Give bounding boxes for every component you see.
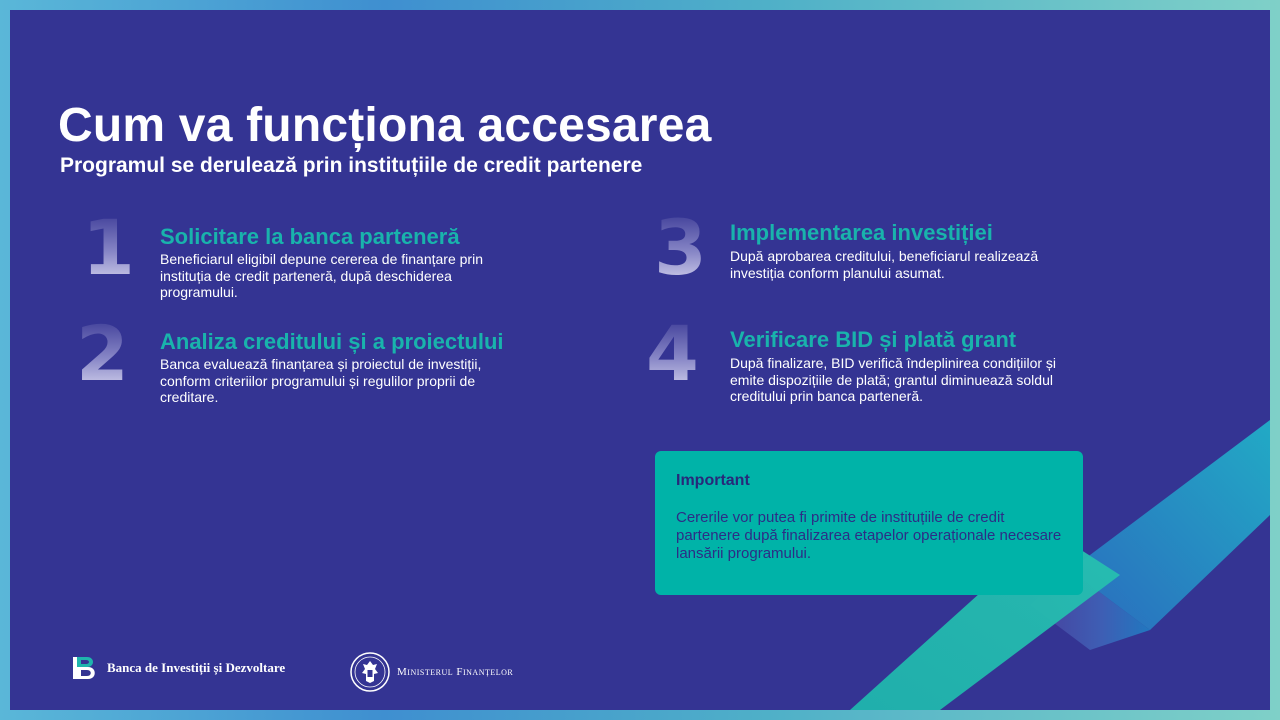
important-title: Important [676, 472, 750, 489]
slide [10, 10, 1270, 710]
step-description: Beneficiarul eligibil depune cererea de finanțare prin instituția de credit parteneră, după deschiderea programului. [160, 251, 483, 300]
important-callout [655, 451, 1083, 595]
step-title: Analiza creditului și a proiectului [160, 329, 504, 354]
step-title: Implementarea investiției [730, 220, 993, 245]
step-number: 3 [654, 203, 707, 292]
bid-logo [73, 656, 285, 680]
step-description: Banca evaluează finanțarea și proiectul de investiții, conform criteriilor programului și regulilor proprii de creditare. [160, 356, 482, 405]
ministry-logo [350, 652, 513, 692]
page-subtitle: Programul se derulează prin instituțiile de credit partenere [60, 154, 643, 177]
step-number: 4 [646, 309, 699, 398]
step-description: După finalizare, BID verifică îndeplinirea condițiilor și emite dispozițiile de plată; grantul diminuează soldul creditului prin banca parteneră. [730, 355, 1057, 404]
ministry-name: Ministerul Finanțelor [397, 666, 514, 678]
step-number: 1 [82, 203, 135, 292]
page-title: Cum va funcționa accesarea [58, 99, 712, 152]
step-title: Verificare BID și plată grant [730, 327, 1017, 352]
bid-logo-icon [73, 656, 101, 680]
step-title: Solicitare la banca parteneră [160, 224, 460, 249]
bid-name: Banca de Investiții și Dezvoltare [107, 660, 286, 675]
important-text: Cererile vor putea fi primite de instituțiile de credit partenere după finalizarea etapelor operaționale necesare lansării programului. [676, 509, 1062, 562]
romania-coat-of-arms-icon [350, 652, 390, 692]
step-description: După aprobarea creditului, beneficiarul realizează investiția conform planului asumat. [730, 248, 1039, 281]
step-number: 2 [76, 309, 129, 398]
